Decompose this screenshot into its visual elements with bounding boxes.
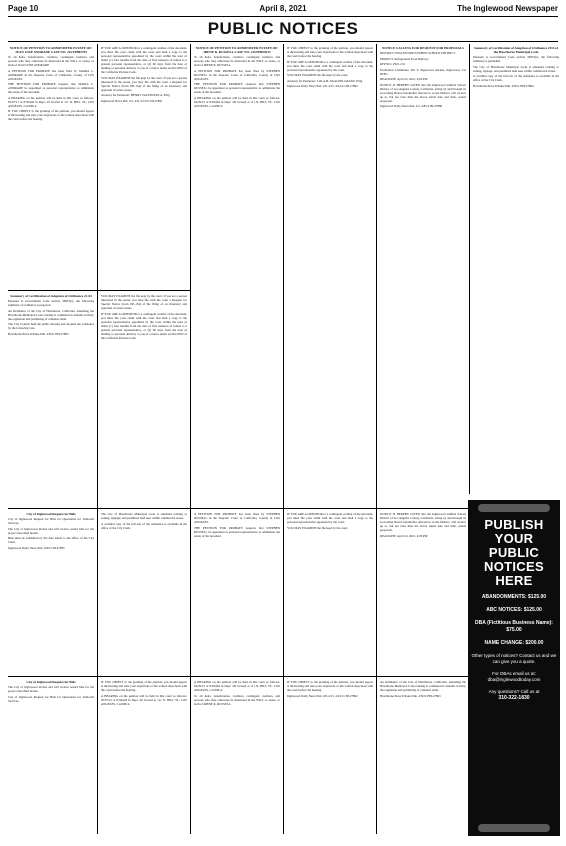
notice-heading: Summary of Certification of Adoption of Ordinance 2314 of the Hawthorne Municipal Code [473,46,559,54]
scroll-ornament-top [478,504,550,512]
notice-paragraph: DEADLINE: April 22, 2021, 4:00 PM [380,77,428,81]
notice-paragraph: YOU MAY EXAMINE the file kept by the court. [287,525,349,530]
notice-heading: City of Inglewood Request for Bids [26,512,76,516]
notice-heading: City of Inglewood Request for Bids [26,680,76,684]
notice-paragraph: Hawthorne Press Tribune Pub. 4/8/21 HH-27894 [473,83,534,88]
notice-column [101,512,187,672]
ad-other: Other types of notices? Contact us and we can give you a quote. [471,653,557,664]
ad-email-label: For DBAs email us at: [492,671,536,676]
notice-paragraph: Bids must be submitted by the date stated to the office of the City Clerk. [8,536,94,544]
notice-column [194,512,280,672]
notice-column [101,46,187,286]
notice-paragraph: The City of Hawthorne Municipal Code is amended relating to zoning, signage, and permitted land uses within commercial zones. [473,64,559,73]
notice-paragraph: An Ordinance of the City of Hawthorne, California, amending the Hawthorne Municipal Code relating to commercial cannabis activity, the regulation and permitting of cannabis retail. [380,680,466,692]
notice-column [473,46,559,496]
notice-column [8,46,94,286]
publish-ad [468,500,560,836]
scroll-ornament-bottom [478,824,550,832]
notice-paragraph: DEADLINE: April 22, 2021, 4:00 PM [380,533,428,538]
notice-paragraph: The City Council held the public hearing and adopted the ordinance by the following vote. [8,322,94,330]
brand-name: The Inglewood Newspaper [457,4,558,13]
notice-paragraph: DISTRICT: INGLEWOOD UNIFIED SCHOOL DISTRICT [380,51,456,55]
notice-paragraph: A certified copy of the full text of the ordinance is available in the office of the City Clerk. [101,521,187,530]
notice-column [101,680,187,836]
notice-paragraph: A PETITION FOR PROBATE has been filed by STEPHEN RUSSELL in the Superior Court of California, County of LOS ANGELES. [194,68,280,81]
notice-paragraph: Hawthorne Press Tribune Pub. 4/8/21 HH-27893 [8,331,69,336]
notice-column [8,294,94,504]
notice-paragraph: Attorney for Petitioner: HENRY VALENZUELA, ESQ. [101,93,171,97]
notice-paragraph: A HEARING on the petition will be held in this court as follows: 05/07/21 at 8:30AM in Dept. 29 located at 111 N. HILL ST., LOS ANGELES, CA 90012. [8,95,94,108]
notice-paragraph: IF YOU ARE A CREDITOR or a contingent creditor of the decedent, you must file your claim with the court and mail a copy to the personal representative appointed by the court within the later of either (1) four months from the date of first issuance of letters to a general personal representative, or (2) 60 days from the date of mailing or personal delivery to you of a notice under section 9052 of the California Probate Code. [101,46,187,74]
notice-paragraph: A HEARING on the petition will be held in this court as follows: 04/29/21 at 8:30AM in Dept. 2D located at 111 N. HILL ST., LOS ANGELES, CA 90012. [194,95,280,108]
notice-paragraph: A HEARING on the petition will be held in this court as follows: 04/29/21 at 8:30AM in Dept. 2D located at 111 N. HILL ST., LOS ANGELES, CA 90012. [194,680,280,692]
notice-paragraph: IF YOU ARE A CREDITOR or a contingent creditor of the decedent, you must file your claim with the court and mail a copy to the personal representative appointed by the court. [287,59,373,72]
ad-headline: PUBLISH YOUR PUBLIC NOTICES HERE [484,517,544,588]
issue-date: April 8, 2021 [259,4,307,13]
ad-rate: ABC NOTICES: $125.00 [486,607,542,613]
ad-rate: DBA (Fictitious Business Name): $75.00 [475,620,553,633]
notice-paragraph: NOTICE IS HEREBY GIVEN that the Inglewood Unified School District of Los Angeles County, California, acting by and through its Governing Board, hereinafter referred to as the District, will receive up to, but not later than the above stated date and time, sealed proposals. [380,512,466,532]
notice-paragraph: IF YOU ARE A CREDITOR or a contingent creditor of the decedent, you must file your claim with the court and mail a copy to the personal representative appointed by the court within the later of either (1) four months from the date of first issuance of letters to a general personal representative, or (2) 60 days from the date of mailing or personal delivery to you of a notice under section 9052 of the California Probate Code. [101,311,187,340]
notice-paragraph: Pursuant to Government Code section 36933(c), the following summary is published. [473,55,559,63]
notice-paragraph: To all heirs, beneficiaries, creditors, contingent creditors, and persons who may otherwise be interested in the WILL or estate, or both of JUAN JOSE ANDRADE. [8,55,94,67]
notice-paragraph: IF YOU OBJECT to the granting of the petition, you should appear at the hearing and state your objections or file written objections with the court before the hearing. [101,680,187,692]
notice-paragraph: Evaluation Committee: 401 S. Inglewood Avenue, Inglewood, CA 90301 [380,67,466,76]
ad-rate: ABANDONMENTS: $125.00 [481,594,547,600]
notice-paragraph: The City of Hawthorne Municipal Code is amended relating to zoning, signage, and permitted land uses within commercial zones. [101,512,187,520]
section-divider [8,290,190,291]
notice-paragraph: THE PETITION FOR PROBATE requests that STEPHEN RUSSELL be appointed as personal representative to administer the estate of the decedent. [194,82,280,94]
notice-column [8,512,94,672]
notice-paragraph: Pursuant to Government Code section 36933(c), the following summary of ordinance is prepared. [8,299,94,307]
notice-paragraph: Inglewood Daily News Pub. 4/8, 4/15, 4/22/21 HI-27892 [287,84,358,88]
notice-column [194,46,280,504]
ad-contact-label: Any questions? Call us at [488,689,540,694]
notice-paragraph: Inglewood Daily News Pub. 4/1, 4/8/21 HI-27886 [380,104,443,108]
notice-paragraph: IF YOU OBJECT to the granting of the petition, you should appear at the hearing and state your objections or file written objections with the court before the hearing. [287,46,373,58]
notice-column [8,680,94,836]
notice-paragraph: THE PETITION FOR PROBATE requests that STEPHEN RUSSELL be appointed as personal representative to administer the estate of the decedent. [194,525,280,538]
notice-paragraph: A PETITION FOR PROBATE has been filed by MARIA C. ANDRADE in the Superior Court of California, County of LOS ANGELES. [8,68,94,81]
notice-column [380,46,466,504]
notice-column [380,680,466,836]
column-divider [190,44,191,834]
page-title: PUBLIC NOTICES [8,16,558,42]
ad-rate: NAME CHANGE: $200.00 [484,640,544,646]
notice-paragraph: An Ordinance of the City of Hawthorne, California, amending the Hawthorne Municipal Code relating to commercial cannabis activity, the regulation and permitting of cannabis retail. [8,308,94,321]
notice-paragraph: NOTICE IS HEREBY GIVEN that the Inglewood Unified School District of Los Angeles County, California, acting by and through its Governing Board, hereinafter referred to as the District, will receive up to, but not later than the above stated date and time, sealed proposals. [380,82,466,103]
notice-paragraph: To all heirs, beneficiaries, creditors, contingent creditors, and persons who may otherwise be interested in the WILL or estate, or both of IRENE R. RUSSELL. [194,55,280,67]
notice-paragraph: City of Inglewood Request for Bids for Quotations for Janitorial Services. [8,694,94,703]
notice-paragraph: THE PETITION FOR PROBATE requests that MARIA C. ANDRADE be appointed as personal representative to administer the estate of the decedent. [8,82,94,94]
notice-paragraph: YOU MAY EXAMINE the file kept by the court. [287,73,349,77]
notice-heading: Summary of Certification of Adoption of Ordinance 21-04 [10,294,92,298]
notice-paragraph: IF YOU OBJECT to the granting of the petition, you should appear at the hearing and state your objections or file written objections with the court before the hearing. [8,109,94,121]
page-header [8,4,558,16]
section-divider [8,676,468,677]
notice-heading: NOTICE OF PETITION TO ADMINISTER ESTATE OF: JUAN JOSE ANDRADE CASE NO. 21STPB02783 [9,46,93,54]
column-divider [283,44,284,834]
page-number: Page 10 [8,4,39,13]
ad-phone[interactable]: 310-322-1830 [498,695,530,701]
notice-paragraph: A PETITION FOR PROBATE has been filed by STEPHEN RUSSELL in the Superior Court of California, County of LOS ANGELES. [194,512,280,524]
notice-paragraph: IF YOU OBJECT to the granting of the petition, you should appear at the hearing and state your objections or file written objections with the court before the hearing. [287,680,373,692]
column-divider [97,44,98,834]
notice-paragraph: RFP NO.: P021-231 [380,62,406,66]
ad-email-link[interactable]: dba@inglewoodtoday.com [487,677,541,682]
notice-paragraph: IF YOU ARE A CREDITOR or a contingent creditor of the decedent, you must file your claim with the court and mail a copy to the personal representative appointed by the court. [287,512,373,524]
notice-paragraph: Attorney for Petitioner: LOLA M. McALPIN-GRANT, ESQ. [287,78,363,83]
notice-paragraph: Hawthorne Press Tribune Pub. 4/8/21 HH-27893 [380,693,441,698]
notice-heading: NOTICE OF PETITION TO ADMINISTER ESTATE OF: IRENE R. RUSSELL CASE NO. 21STPB03033 [195,46,279,54]
notice-column [380,512,466,672]
column-divider [469,44,470,494]
notice-paragraph: To all heirs, beneficiaries, creditors, contingent creditors, and persons who may otherwise be interested in the WILL or estate, or both of IRENE R. RUSSELL. [194,693,280,706]
section-divider [8,508,468,509]
notice-paragraph: YOU MAY EXAMINE the file kept by the court. If you are a person interested in the estate, you may file with the court a Request for Special Notice (form DE-154) of the filing of an inventory and appraisal of estate assets. [101,294,187,310]
notice-paragraph: Inglewood News Pub. 4/1, 4/8, 4/15/21 HI-27891 [101,98,163,103]
notice-paragraph: Inglewood Daily News Pub. 4/8, 4/15, 4/22/21 HI-27892 [287,693,358,698]
notice-column [287,680,373,836]
notice-heading: NOTICE CALLING FOR REQUEST FOR PROPOSALS [382,46,464,50]
notice-paragraph: A certified copy of the full text of the ordinance is available in the office of the City Clerk. [473,74,559,82]
notice-paragraph: Inglewood Daily News Pub. 4/8/21 HI-27895 [8,545,65,550]
notice-paragraph: The City of Inglewood invites and will receive sealed bids for the project described herein. [8,526,94,535]
notice-column [101,294,187,504]
notice-column [194,680,280,836]
notice-paragraph: City of Inglewood Request for Bids for Quotations for Janitorial Services. [8,517,94,525]
notice-column [287,512,373,672]
notice-column [287,46,373,504]
notice-paragraph: YOU MAY EXAMINE the file kept by the court. If you are a person interested in the estate, you may file with the court a Request for Special Notice (form DE-154) of the filing of an inventory and appraisal of estate assets. [101,75,187,92]
notice-paragraph: A HEARING on the petition will be held in this court as follows: 05/07/21 at 8:30AM in Dept. 29 located at 111 N. HILL ST., LOS ANGELES, CA 90012. [101,693,187,706]
notice-paragraph: PROJECT: Refrigerated Food Delivery [380,56,429,61]
notice-paragraph: The City of Inglewood invites and will receive sealed bids for the project described herein. [8,685,94,693]
column-divider [376,44,377,834]
